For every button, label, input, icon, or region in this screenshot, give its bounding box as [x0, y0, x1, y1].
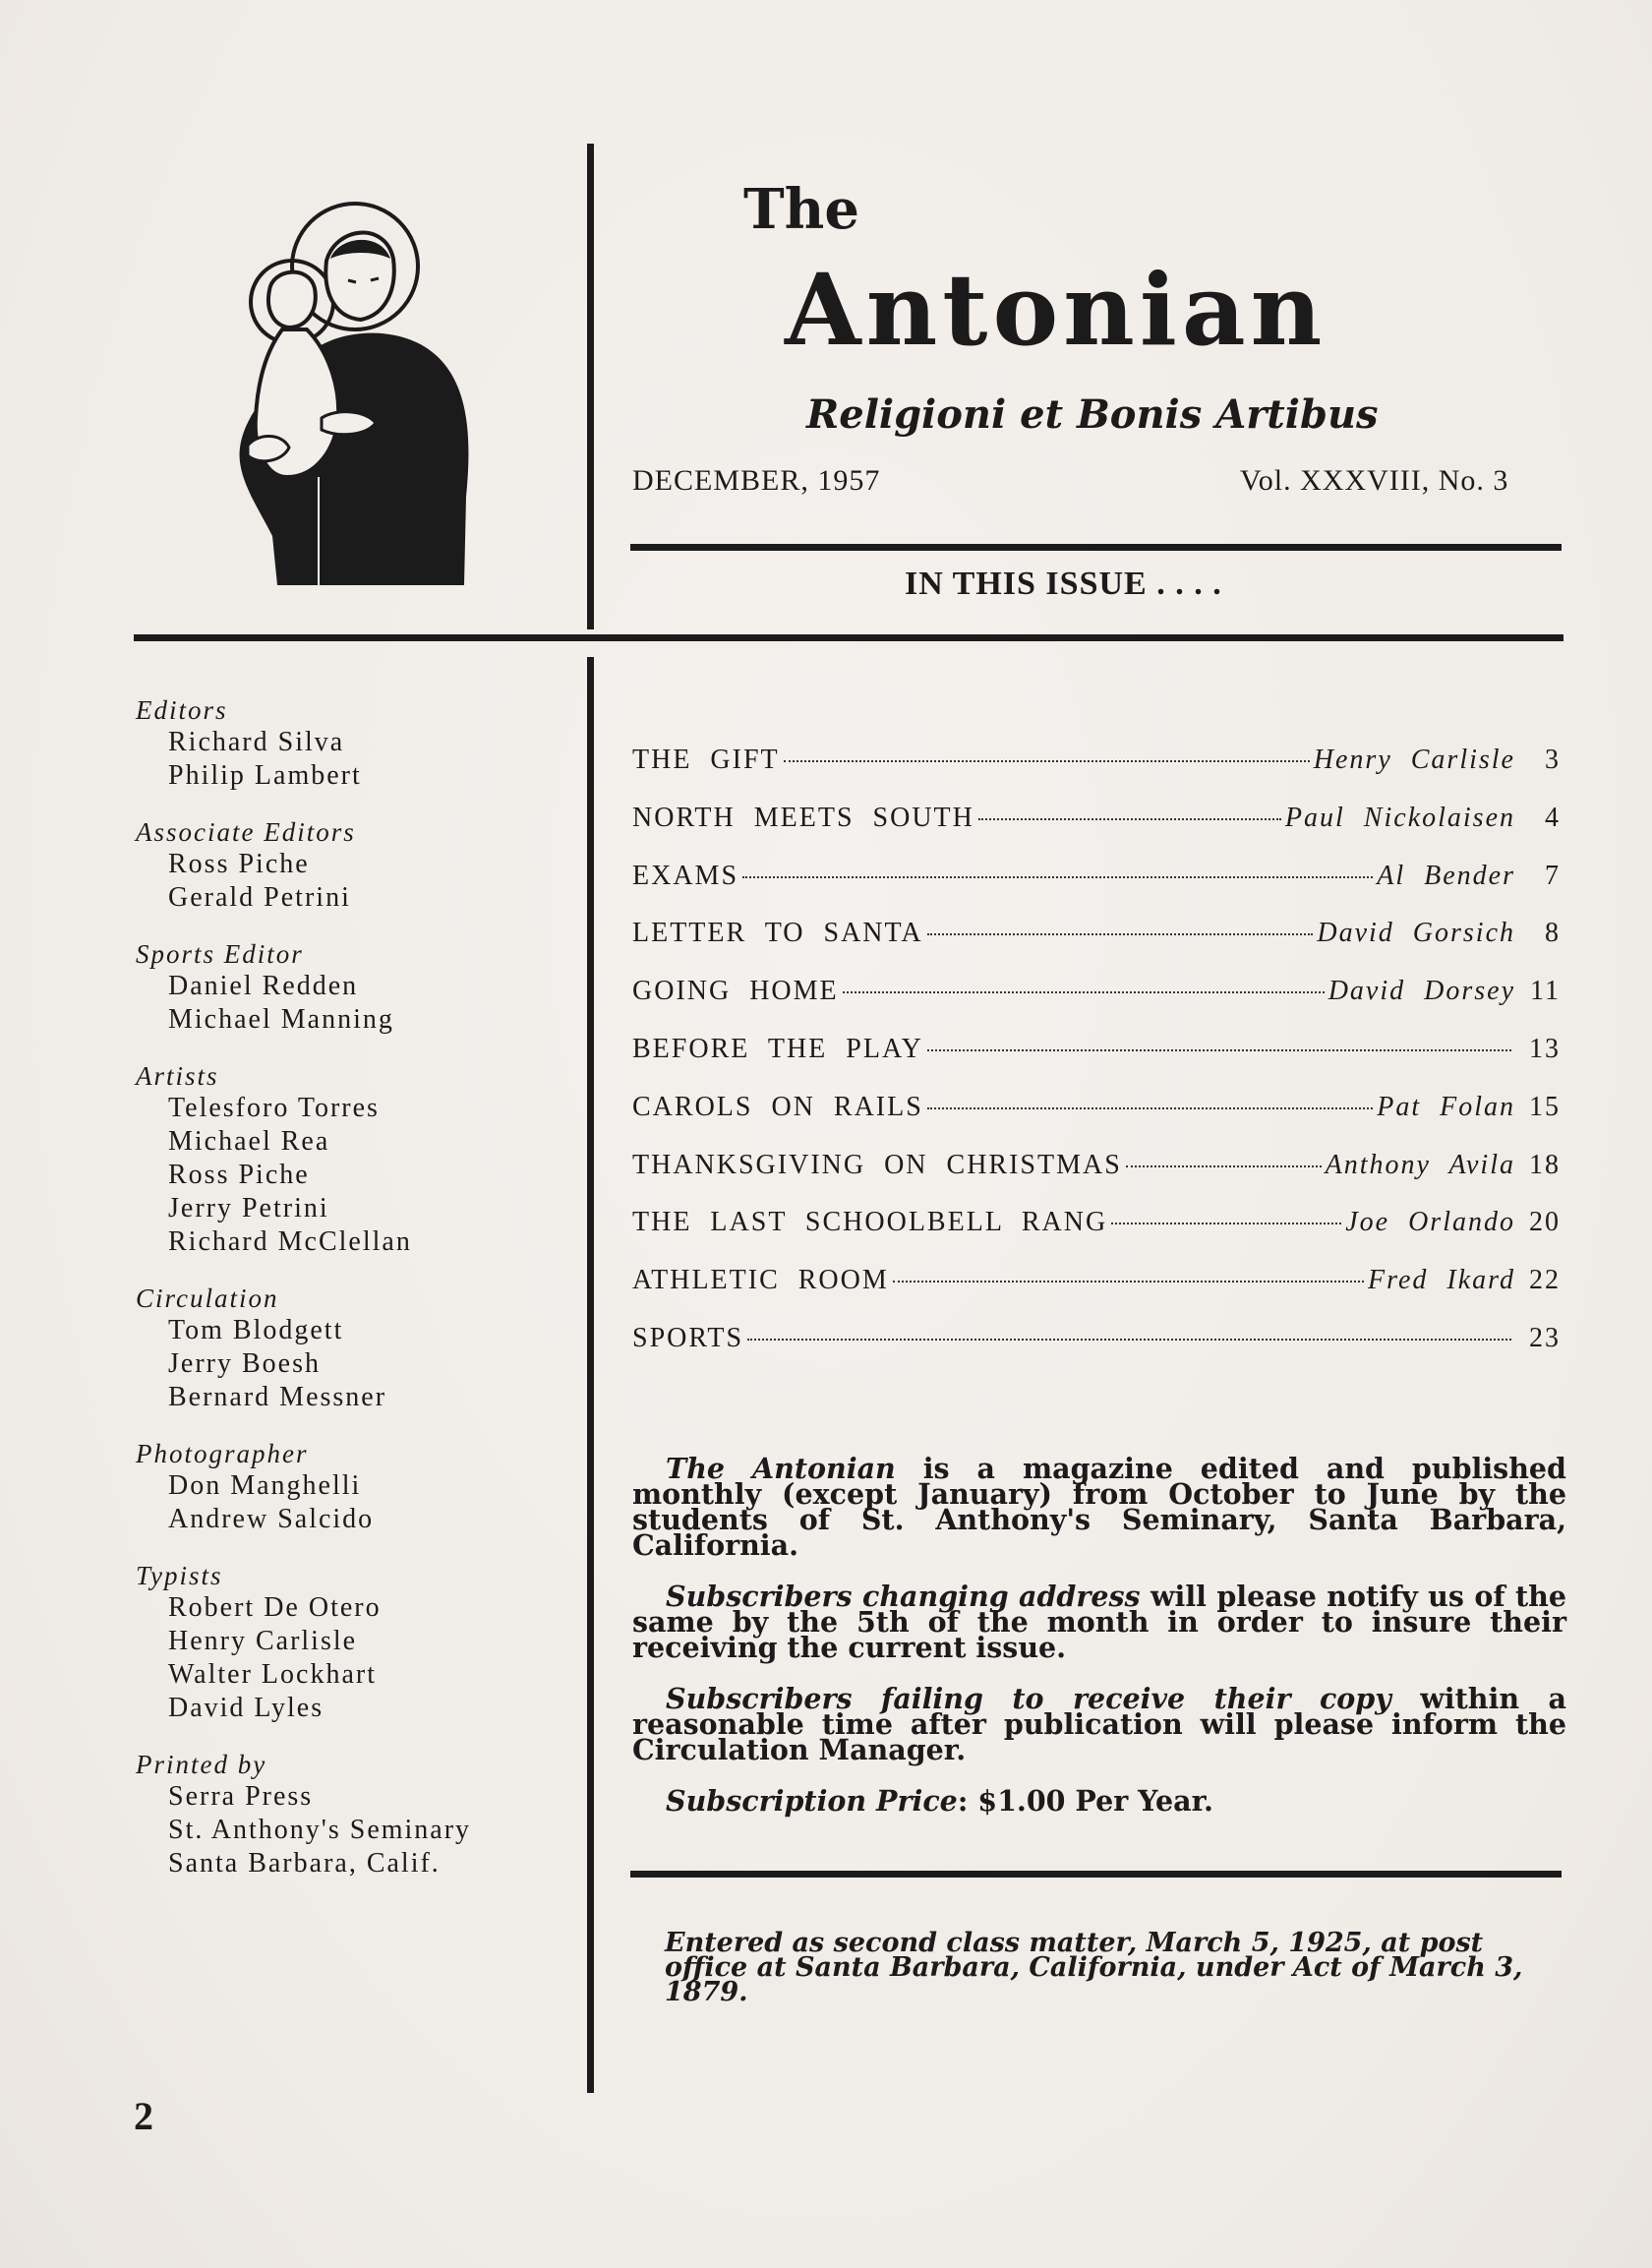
- toc-leader: [927, 933, 1314, 935]
- toc-entry: [632, 1034, 1561, 1092]
- staff-group: [136, 1438, 568, 1536]
- toc-title: EXAMS: [632, 860, 739, 891]
- toc-page: 3: [1545, 745, 1561, 775]
- staff-name: Richard McClellan: [168, 1226, 412, 1257]
- masthead-the: The: [743, 177, 860, 242]
- staff-group: [136, 816, 568, 915]
- staff-group: [136, 1749, 568, 1880]
- toc-page: 8: [1545, 918, 1561, 949]
- toc-page: 11: [1530, 976, 1561, 1007]
- toc-leader: [927, 1107, 1373, 1109]
- staff-name: Don Manghelli: [168, 1470, 362, 1501]
- staff-role: Circulation: [136, 1283, 279, 1313]
- staff-role: Photographer: [136, 1439, 309, 1468]
- toc-title: THE LAST SCHOOLBELL RANG: [632, 1207, 1108, 1238]
- info-paragraph: [632, 1682, 1566, 1766]
- staff-name: Richard Silva: [168, 727, 345, 757]
- toc-page: 20: [1529, 1207, 1561, 1238]
- toc-author: Fred Ikard: [1368, 1265, 1515, 1296]
- column-divider: [587, 657, 594, 2093]
- toc-page: 4: [1545, 802, 1561, 833]
- staff-name: Santa Barbara, Calif.: [168, 1848, 441, 1879]
- toc-entry: [632, 1323, 1561, 1381]
- toc-entry: [632, 1092, 1561, 1150]
- issue-date: DECEMBER, 1957: [632, 464, 881, 497]
- info-text: is a magazine edited and published monthly (except January) from October to June by the students of St. Anthony's Seminary, Santa Barbara, California.: [632, 1452, 1566, 1562]
- toc-leader: [747, 1339, 1511, 1341]
- staff-name: Tom Blodgett: [168, 1315, 344, 1345]
- toc-leader: [893, 1281, 1364, 1283]
- info-text: will please notify us of the same by the 5th of the month in order to insure their receiving the current issue.: [632, 1580, 1566, 1664]
- toc-title: SPORTS: [632, 1322, 744, 1353]
- toc-title: GOING HOME: [632, 976, 839, 1007]
- staff-role: Typists: [136, 1561, 223, 1590]
- staff-name: David Lyles: [168, 1693, 324, 1723]
- toc-author: Paul Nickolaisen: [1284, 802, 1515, 833]
- header-separator: [134, 634, 1564, 641]
- toc-leader: [784, 760, 1310, 762]
- toc-entry: [632, 861, 1561, 919]
- staff-name: Jerry Petrini: [168, 1193, 329, 1224]
- info-italic: Subscribers failing to receive their copy: [666, 1682, 1391, 1715]
- toc-leader: [978, 818, 1281, 820]
- staff-name: Ross Piche: [168, 849, 310, 879]
- staff-group: [136, 694, 568, 793]
- toc-leader: [1126, 1165, 1322, 1167]
- toc-title: NORTH MEETS SOUTH: [632, 802, 974, 833]
- footer-separator: [630, 1871, 1562, 1878]
- info-paragraph: [632, 1580, 1566, 1664]
- info-italic: Subscribers changing address: [666, 1580, 1141, 1613]
- toc-author: David Gorsich: [1317, 918, 1515, 949]
- toc-leader: [742, 876, 1373, 878]
- staff-name: Andrew Salcido: [168, 1504, 375, 1534]
- staff-name: Jerry Boesh: [168, 1348, 321, 1379]
- saint-anthony-emblem: [228, 182, 474, 590]
- toc-page: 15: [1529, 1091, 1561, 1122]
- table-of-contents: [632, 745, 1561, 1381]
- info-text: within a reasonable time after publication will please inform the Circulation Manager.: [632, 1682, 1566, 1766]
- toc-title: LETTER TO SANTA: [632, 918, 923, 949]
- toc-title: CAROLS ON RAILS: [632, 1091, 923, 1122]
- masthead-underline: [630, 544, 1562, 551]
- toc-entry: [632, 918, 1561, 976]
- staff-role: Artists: [136, 1061, 219, 1091]
- publication-title: Antonian: [785, 252, 1328, 368]
- info-italic: Subscription Price: [666, 1784, 958, 1818]
- postal-notice: Entered as second class matter, March 5, 1925, at post office at Santa Barbara, California, under Act of March 3, 1879.: [665, 1928, 1523, 2007]
- staff-name: Henry Carlisle: [168, 1626, 358, 1656]
- toc-page: 7: [1545, 860, 1561, 891]
- info-text: : $1.00 Per Year.: [957, 1784, 1213, 1818]
- toc-author: David Dorsey: [1328, 976, 1515, 1007]
- toc-title: THANKSGIVING ON CHRISTMAS: [632, 1149, 1122, 1180]
- toc-title: THE GIFT: [632, 745, 780, 775]
- toc-author: Henry Carlisle: [1313, 745, 1515, 775]
- staff-name: Ross Piche: [168, 1160, 310, 1190]
- staff-name: Michael Manning: [168, 1004, 394, 1035]
- staff-name: Serra Press: [168, 1781, 314, 1812]
- info-italic: The Antonian: [666, 1452, 896, 1485]
- toc-entry: [632, 1150, 1561, 1208]
- staff-name: St. Anthony's Seminary: [168, 1815, 472, 1845]
- staff-role: Printed by: [136, 1750, 267, 1779]
- info-paragraph: [632, 1452, 1566, 1562]
- staff-name: Daniel Redden: [168, 971, 359, 1001]
- staff-group: [136, 1060, 568, 1259]
- staff-group: [136, 938, 568, 1037]
- toc-page: 22: [1529, 1265, 1561, 1296]
- motto: Religioni et Bonis Artibus: [806, 391, 1379, 438]
- staff-role: Associate Editors: [136, 817, 356, 847]
- staff-role: Editors: [136, 695, 228, 725]
- toc-author: Anthony Avila: [1325, 1149, 1515, 1180]
- staff-name: Philip Lambert: [168, 760, 362, 791]
- staff-group: [136, 1283, 568, 1414]
- staff-name: Robert De Otero: [168, 1592, 382, 1623]
- staff-group: [136, 1560, 568, 1725]
- publication-info: [632, 1452, 1566, 1839]
- toc-page: 18: [1529, 1149, 1561, 1180]
- toc-entry: [632, 745, 1561, 803]
- toc-entry: [632, 1265, 1561, 1323]
- info-paragraph: [632, 1784, 1566, 1818]
- toc-leader: [1111, 1223, 1341, 1224]
- toc-page: 13: [1529, 1033, 1561, 1064]
- staff-name: Walter Lockhart: [168, 1659, 377, 1690]
- toc-author: Pat Folan: [1377, 1091, 1515, 1122]
- page-number: 2: [134, 2094, 153, 2138]
- masthead-divider: [587, 144, 594, 629]
- staff-list: [136, 694, 568, 1904]
- toc-author: Joe Orlando: [1345, 1207, 1515, 1238]
- staff-name: Bernard Messner: [168, 1382, 387, 1412]
- contents-heading: IN THIS ISSUE . . . .: [905, 566, 1222, 602]
- toc-author: Al Bender: [1377, 860, 1515, 891]
- toc-title: ATHLETIC ROOM: [632, 1265, 889, 1296]
- toc-leader: [843, 991, 1325, 993]
- toc-leader: [927, 1049, 1511, 1051]
- staff-name: Michael Rea: [168, 1126, 330, 1157]
- staff-name: Gerald Petrini: [168, 882, 351, 913]
- toc-entry: [632, 976, 1561, 1034]
- toc-page: 23: [1529, 1322, 1561, 1353]
- toc-entry: [632, 803, 1561, 861]
- toc-title: BEFORE THE PLAY: [632, 1033, 923, 1064]
- volume-number: Vol. XXXVIII, No. 3: [1240, 464, 1509, 497]
- staff-name: Telesforo Torres: [168, 1093, 380, 1123]
- toc-entry: [632, 1207, 1561, 1265]
- staff-role: Sports Editor: [136, 939, 304, 969]
